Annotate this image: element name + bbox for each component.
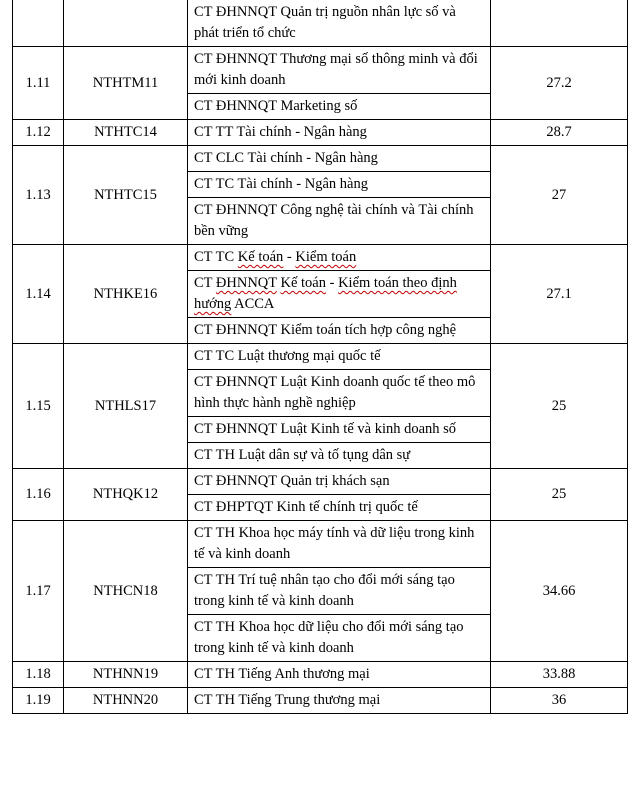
table-row — [13, 688, 628, 714]
program-name-cell — [188, 0, 491, 47]
admission-score-cell — [491, 0, 628, 47]
table-body — [13, 0, 628, 714]
program-name-cell — [188, 94, 491, 120]
table-row — [13, 245, 628, 271]
program-name-text: CT TH Trí tuệ nhân tạo cho đổi mới sáng tạo trong kinh tế và kinh doanh — [194, 572, 455, 609]
program-name-cell — [188, 688, 491, 714]
program-name-text: CT TH Tiếng Trung thương mại — [194, 692, 381, 708]
program-name-cell — [188, 146, 491, 172]
row-number-cell — [13, 0, 64, 47]
program-name-text: CT CLC Tài chính - Ngân hàng — [194, 150, 378, 166]
program-name-cell — [188, 495, 491, 521]
major-code-cell: NTHLS17 — [64, 344, 188, 469]
row-number-cell: 1.16 — [13, 469, 64, 521]
program-name-cell — [188, 120, 491, 146]
program-name-text: ACCA — [231, 296, 275, 312]
spellcheck-underlined-text: ĐHNNQT — [215, 275, 277, 291]
major-code-cell: NTHKE16 — [64, 245, 188, 344]
row-number-cell: 1.13 — [13, 146, 64, 245]
admission-score-cell: 28.7 — [491, 120, 628, 146]
program-name-cell — [188, 172, 491, 198]
table-row — [13, 344, 628, 370]
program-name-text: CT ĐHNNQT Công nghệ tài chính và Tài chính bền vững — [194, 202, 474, 239]
row-number-cell: 1.18 — [13, 662, 64, 688]
major-code-cell — [64, 0, 188, 47]
admission-score-cell: 27 — [491, 146, 628, 245]
program-name-text: CT TH Khoa học máy tính và dữ liệu trong kinh tế và kinh doanh — [194, 525, 475, 562]
spellcheck-underlined-text: Kiểm toán theo định hướng — [194, 275, 457, 312]
program-name-text: CT ĐHNNQT Quản trị khách sạn — [194, 473, 390, 489]
spellcheck-underlined-text: Kế toán — [280, 275, 326, 291]
program-name-text: CT ĐHNNQT Marketing số — [194, 98, 358, 114]
program-name-text: CT ĐHNNQT Luật Kinh doanh quốc tế theo mô hình thực hành nghề nghiệp — [194, 374, 476, 411]
row-number-cell: 1.17 — [13, 521, 64, 662]
admission-score-cell: 27.2 — [491, 47, 628, 120]
major-code-cell: NTHTC14 — [64, 120, 188, 146]
program-name-cell — [188, 568, 491, 615]
program-name-cell — [188, 198, 491, 245]
program-name-text: CT ĐHNNQT Thương mại số thông minh và đổi mới kinh doanh — [194, 51, 478, 88]
program-name-text: CT TC Tài chính - Ngân hàng — [194, 176, 368, 192]
program-name-text: CT TH Luật dân sự và tố tụng dân sự — [194, 447, 411, 463]
admission-score-cell: 25 — [491, 344, 628, 469]
row-number-cell: 1.11 — [13, 47, 64, 120]
table-row — [13, 0, 628, 47]
admission-score-table — [12, 0, 628, 714]
program-name-cell — [188, 521, 491, 568]
program-name-cell — [188, 417, 491, 443]
program-name-cell — [188, 443, 491, 469]
major-code-cell: NTHNN20 — [64, 688, 188, 714]
program-name-text: CT TC Luật thương mại quốc tế — [194, 348, 381, 364]
row-number-cell: 1.14 — [13, 245, 64, 344]
program-name-text: CT TH Tiếng Anh thương mại — [194, 666, 370, 682]
program-name-text: CT ĐHNNQT Luật Kinh tế và kinh doanh số — [194, 421, 457, 437]
program-name-cell — [188, 615, 491, 662]
program-name-cell — [188, 370, 491, 417]
program-name-cell — [188, 47, 491, 94]
table-row — [13, 469, 628, 495]
spellcheck-underlined-text: Kế toán — [237, 249, 284, 265]
program-name-cell — [188, 318, 491, 344]
program-name-text: CT TC — [194, 249, 238, 265]
admission-score-cell: 27.1 — [491, 245, 628, 344]
program-name-cell — [188, 344, 491, 370]
major-code-cell: NTHNN19 — [64, 662, 188, 688]
program-name-text: CT TT Tài chính - Ngân hàng — [194, 124, 367, 140]
major-code-cell: NTHTM11 — [64, 47, 188, 120]
table-row — [13, 521, 628, 568]
program-name-text: CT ĐHPTQT Kinh tế chính trị quốc tế — [194, 499, 418, 515]
program-name-cell — [188, 662, 491, 688]
row-number-cell: 1.19 — [13, 688, 64, 714]
table-row — [13, 47, 628, 94]
spellcheck-underlined-text: Kiểm toán — [295, 249, 357, 265]
program-name-cell — [188, 271, 491, 318]
major-code-cell: NTHCN18 — [64, 521, 188, 662]
program-name-cell — [188, 245, 491, 271]
admission-score-cell: 34.66 — [491, 521, 628, 662]
program-name-text: CT — [194, 275, 216, 291]
admission-score-cell: 33.88 — [491, 662, 628, 688]
row-number-cell: 1.15 — [13, 344, 64, 469]
program-name-text: CT ĐHNNQT Kiểm toán tích hợp công nghệ — [194, 322, 457, 338]
table-row — [13, 662, 628, 688]
table-row — [13, 120, 628, 146]
admission-score-cell: 25 — [491, 469, 628, 521]
major-code-cell: NTHTC15 — [64, 146, 188, 245]
row-number-cell: 1.12 — [13, 120, 64, 146]
program-name-text: CT ĐHNNQT Quản trị nguồn nhân lực số và phát triển tổ chức — [194, 4, 456, 41]
admission-score-cell: 36 — [491, 688, 628, 714]
major-code-cell: NTHQK12 — [64, 469, 188, 521]
table-row — [13, 146, 628, 172]
program-name-text: - — [325, 275, 339, 291]
program-name-text: CT TH Khoa học dữ liệu cho đổi mới sáng tạo trong kinh tế và kinh doanh — [194, 619, 464, 656]
program-name-text: - — [283, 249, 296, 265]
program-name-cell — [188, 469, 491, 495]
